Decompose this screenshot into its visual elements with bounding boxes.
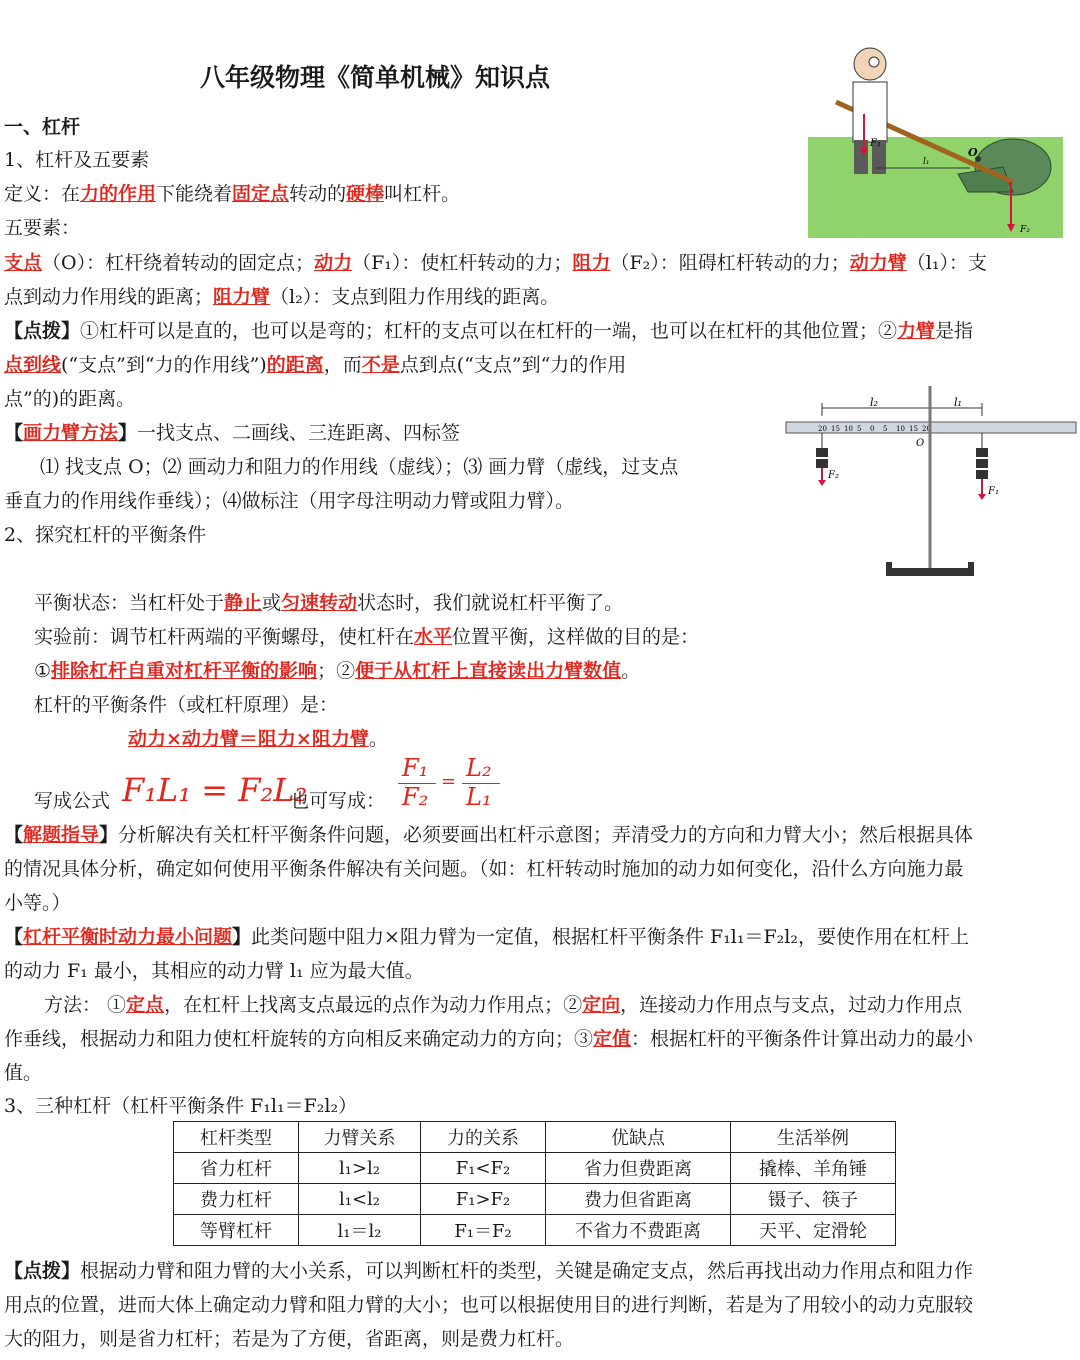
table-cell: 撬棒、羊角锤: [731, 1153, 896, 1184]
five-elements-line2: 点到动力作用线的距离；阻力臂（l₂）：支点到阻力作用线的距离。: [4, 286, 560, 308]
frac-bot-right: L₁: [466, 783, 492, 811]
table-header-row: [174, 1122, 896, 1153]
minforce-method-line2: 作垂线，根据动力和阻力使杠杆旋转的方向相反来确定动力的方向；③定值：根据杠杆的平衡条件计算出动力的最小: [4, 1028, 974, 1050]
method-step-line2: 垂直力的作用线作垂线）；⑷做标注（用字母注明动力臂或阻力臂）。: [4, 490, 575, 512]
o-label: O: [968, 146, 978, 159]
ruler-tick-label: 15: [831, 425, 840, 433]
table-row: [174, 1215, 896, 1246]
table-cell: 镊子、筷子: [731, 1184, 896, 1215]
table-cell: 费力但省距离: [546, 1184, 731, 1215]
tip2-line2: 用点的位置，进而大体上确定动力臂和阻力臂的大小；也可以根据使用目的进行判断，若是为了用较小的动力克服较: [4, 1294, 974, 1316]
lever-balance-apparatus: [782, 386, 1078, 586]
table-cell: 天平、定滑轮: [731, 1215, 896, 1246]
guide-line1: 【解题指导】分析解决有关杠杆平衡条件问题，必须要画出杠杆示意图；弄清受力的方向和力臂大小；然后根据具体: [4, 824, 974, 846]
ruler-tick-label: 10: [896, 425, 905, 433]
table-row: [174, 1184, 896, 1215]
balance-condition-label: 杠杆的平衡条件（或杠杆原理）是：: [34, 694, 339, 716]
balance-condition-text: 动力×动力臂＝阻力×阻力臂。: [128, 728, 388, 750]
balance-formula: F₁L₁ = F₂L₂: [122, 771, 308, 809]
frac-top-left: F₁: [402, 754, 429, 782]
tip1-line3: 点”的)的距离。: [4, 388, 136, 410]
table-cell: l₁>l₂: [299, 1153, 421, 1184]
section-heading-lever: 一、杠杆: [4, 116, 81, 138]
f2-label: F₂: [1020, 225, 1030, 235]
f1-label: F₁: [870, 138, 881, 149]
table-cell: l₁<l₂: [299, 1184, 421, 1215]
balance-state-line: 平衡状态：当杠杆处于静止或匀速转动状态时，我们就说杠杆平衡了。: [34, 592, 624, 614]
table-cell: 等臂杠杆: [174, 1215, 299, 1246]
l1-label: l₁: [954, 396, 962, 409]
ruler-tick-label: 20: [922, 425, 931, 433]
frac-bot-left: F₂: [402, 783, 429, 811]
frac-equals: =: [441, 771, 457, 792]
guide-line2: 的情况具体分析，确定如何使用平衡条件解决有关问题。（如：杠杆转动时施加的动力如何变化，沿什么方向施力最: [4, 858, 964, 880]
ruler-tick-label: 0: [870, 425, 875, 433]
table-header: 力臂关系: [299, 1122, 421, 1153]
table-cell: 不省力不费距离: [546, 1215, 731, 1246]
f1-label: F₁: [988, 486, 999, 497]
table-cell: 费力杠杆: [174, 1184, 299, 1215]
ruler-ticks: [818, 425, 931, 433]
l1-label: l₁: [923, 157, 930, 167]
o-label: O: [916, 438, 925, 449]
table-header: 力的关系: [421, 1122, 546, 1153]
table-cell: F₁<F₂: [421, 1153, 546, 1184]
table-cell: F₁>F₂: [421, 1184, 546, 1215]
tip2-line3: 大的阻力，则是省力杠杆；若是为了方便，省距离，则是费力杠杆。: [4, 1328, 575, 1350]
pre-experiment-line: 实验前：调节杠杆两端的平衡螺母，使杠杆在水平位置平衡，这样做的目的是：: [34, 626, 700, 648]
minforce-method-line3: 值。: [4, 1062, 43, 1084]
ruler-tick-label: 10: [844, 425, 853, 433]
minforce-line1: 【杠杆平衡时动力最小问题】此类问题中阻力×阻力臂为一定值，根据杠杆平衡条件 F₁l₁＝F₂l₂，要使作用在杠杆上: [4, 926, 969, 948]
table-header: 优缺点: [546, 1122, 731, 1153]
lever-person-illustration: [808, 42, 1063, 238]
table-cell: 省力杠杆: [174, 1153, 299, 1184]
method-step-line1: ⑴ 找支点 O；⑵ 画动力和阻力的作用线（虚线）；⑶ 画力臂（虚线，过支点: [40, 456, 679, 478]
l2-label: l₂: [870, 396, 878, 409]
ruler-tick-label: 20: [818, 425, 827, 433]
also-label: 也可写成：: [290, 790, 386, 812]
ruler-tick-label: 5: [883, 425, 888, 433]
ruler-tick-label: 15: [909, 425, 918, 433]
five-elements-label: 五要素：: [4, 217, 81, 239]
table-row: [174, 1153, 896, 1184]
tip1-line2: 点到线(“支点”到“力的作用线”)的距离，而不是点到点(“支点”到“力的作用: [4, 354, 627, 376]
frac-top-right: L₂: [466, 754, 492, 782]
table-header: 生活举例: [731, 1122, 896, 1153]
purpose-line: ①排除杠杆自重对杠杆平衡的影响；②便于从杠杆上直接读出力臂数值。: [34, 660, 641, 682]
tip1-line1: 【点拨】①杠杆可以是直的，也可以是弯的；杠杆的支点可以在杠杆的一端，也可以在杠杆的其他位置；②力臂是指: [4, 320, 974, 342]
table-cell: l₁＝l₂: [299, 1215, 421, 1246]
table-header: 杠杆类型: [174, 1122, 299, 1153]
guide-line3: 小等。）: [4, 892, 71, 914]
five-elements-line1: 支点（O）：杠杆绕着转动的固定点；动力（F₁）：使杠杆转动的力；阻力（F₂）：阻碍杠杆转动的力；动力臂（l₁）：支: [4, 252, 987, 274]
subheading-elements: 1、杠杆及五要素: [4, 149, 150, 171]
page-title: 八年级物理《简单机械》知识点: [200, 63, 551, 92]
minforce-line2: 的动力 F₁ 最小，其相应的动力臂 l₁ 应为最大值。: [4, 960, 424, 982]
definition-line: 定义：在力的作用下能绕着固定点转动的硬棒叫杠杆。: [4, 183, 461, 205]
table-cell: 省力但费距离: [546, 1153, 731, 1184]
subheading-balance: 2、探究杠杆的平衡条件: [4, 524, 207, 546]
minforce-method-line1: 方法： ①定点，在杠杆上找离支点最远的点作为动力作用点；②定向，连接动力作用点与支点，过动力作用点: [44, 994, 963, 1016]
f2-label: F₂: [828, 470, 839, 481]
tip2-line1: 【点拨】根据动力臂和阻力臂的大小关系，可以判断杠杆的类型，关键是确定支点，然后再找出动力作用点和阻力作: [4, 1260, 974, 1282]
subheading-three-levers: 3、三种杠杆（杠杆平衡条件 F₁l₁＝F₂l₂）: [4, 1095, 358, 1117]
ruler-tick-label: 5: [857, 425, 862, 433]
lever-types-table: [173, 1121, 896, 1246]
formula-label: 写成公式: [34, 790, 111, 812]
table-cell: F₁＝F₂: [421, 1215, 546, 1246]
method-line: 【画力臂方法】一找支点、二画线、三连距离、四标签: [4, 422, 461, 444]
